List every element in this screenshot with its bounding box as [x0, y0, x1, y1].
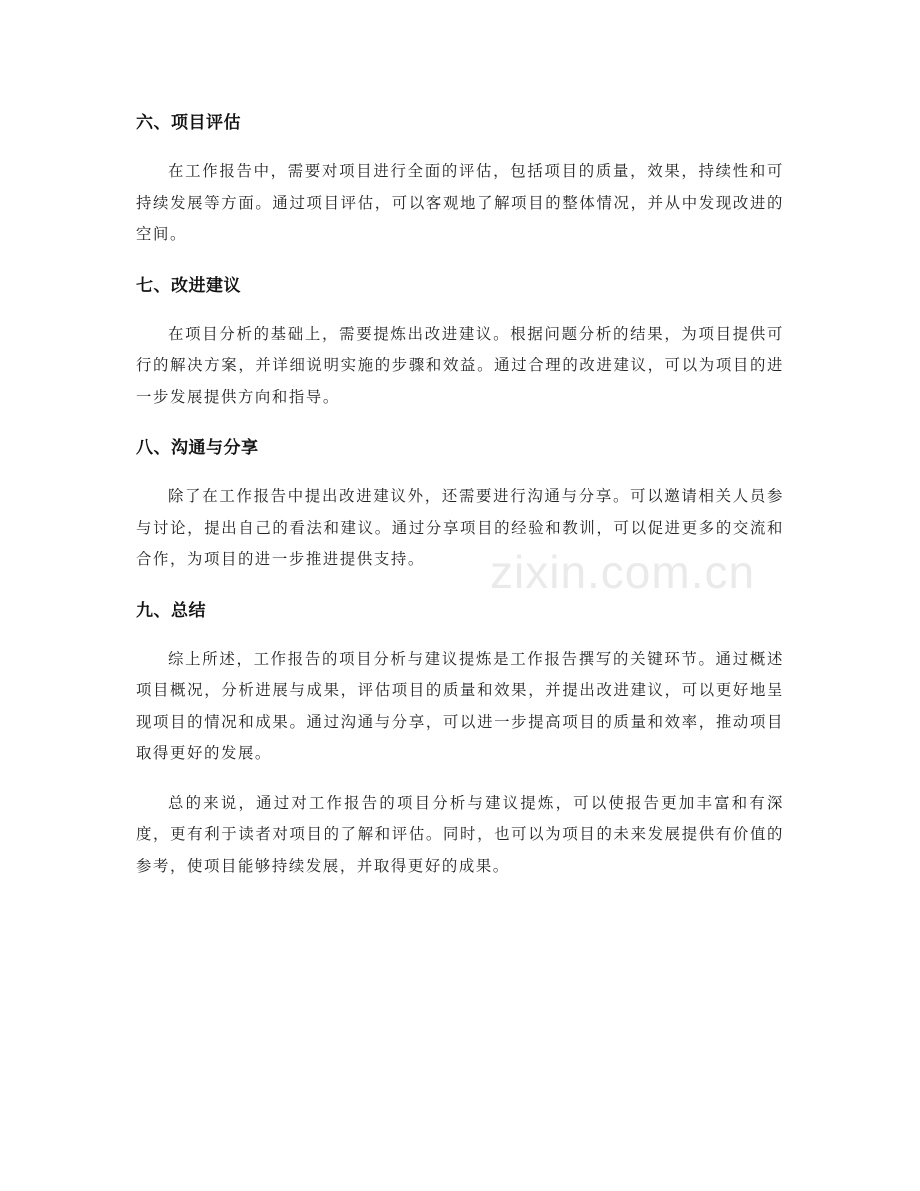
- watermark: zixin.com.cn: [490, 546, 756, 598]
- paragraph: 在工作报告中，需要对项目进行全面的评估，包括项目的质量，效果，持续性和可持续发展等方面。通过项目评估，可以客观地了解项目的整体情况，并从中发现改进的空间。: [136, 162, 784, 243]
- section-heading: 七、改进建议: [136, 275, 241, 296]
- section-heading: 九、总结: [136, 600, 206, 621]
- paragraph: 总的来说，通过对工作报告的项目分析与建议提炼，可以使报告更加丰富和有深度，更有利于读者对项目的了解和评估。同时，也可以为项目的未来发展提供有价值的参考，使项目能够持续发展，并取得更好的成果。: [136, 793, 784, 875]
- paragraph: 在项目分析的基础上，需要提炼出改进建议。根据问题分析的结果，为项目提供可行的解决方案，并详细说明实施的步骤和效益。通过合理的改进建议，可以为项目的进一步发展提供方向和指导。: [136, 324, 784, 406]
- section-summary: [136, 594, 784, 883]
- document-body: [136, 106, 784, 900]
- section-project-evaluation: [136, 106, 784, 251]
- section-heading: 八、沟通与分享: [136, 438, 259, 458]
- section-heading: 六、项目评估: [136, 113, 241, 133]
- paragraph: 综上所述，工作报告的项目分析与建议提炼是工作报告撰写的关键环节。通过概述项目概况，分析进展与成果，评估项目的质量和效果，并提出改进建议，可以更好地呈现项目的情况和成果。通过沟通与分享，可以进一步提高项目的质量和效率，推动项目取得更好的发展。: [136, 649, 784, 762]
- section-improvement-suggestions: [136, 269, 784, 414]
- section-communication-sharing: [136, 431, 784, 576]
- paragraph: 除了在工作报告中提出改进建议外，还需要进行沟通与分享。可以邀请相关人员参与讨论，提出自己的看法和建议。通过分享项目的经验和教训，可以促进更多的交流和合作，为项目的进一步推进提供支持。: [136, 487, 784, 568]
